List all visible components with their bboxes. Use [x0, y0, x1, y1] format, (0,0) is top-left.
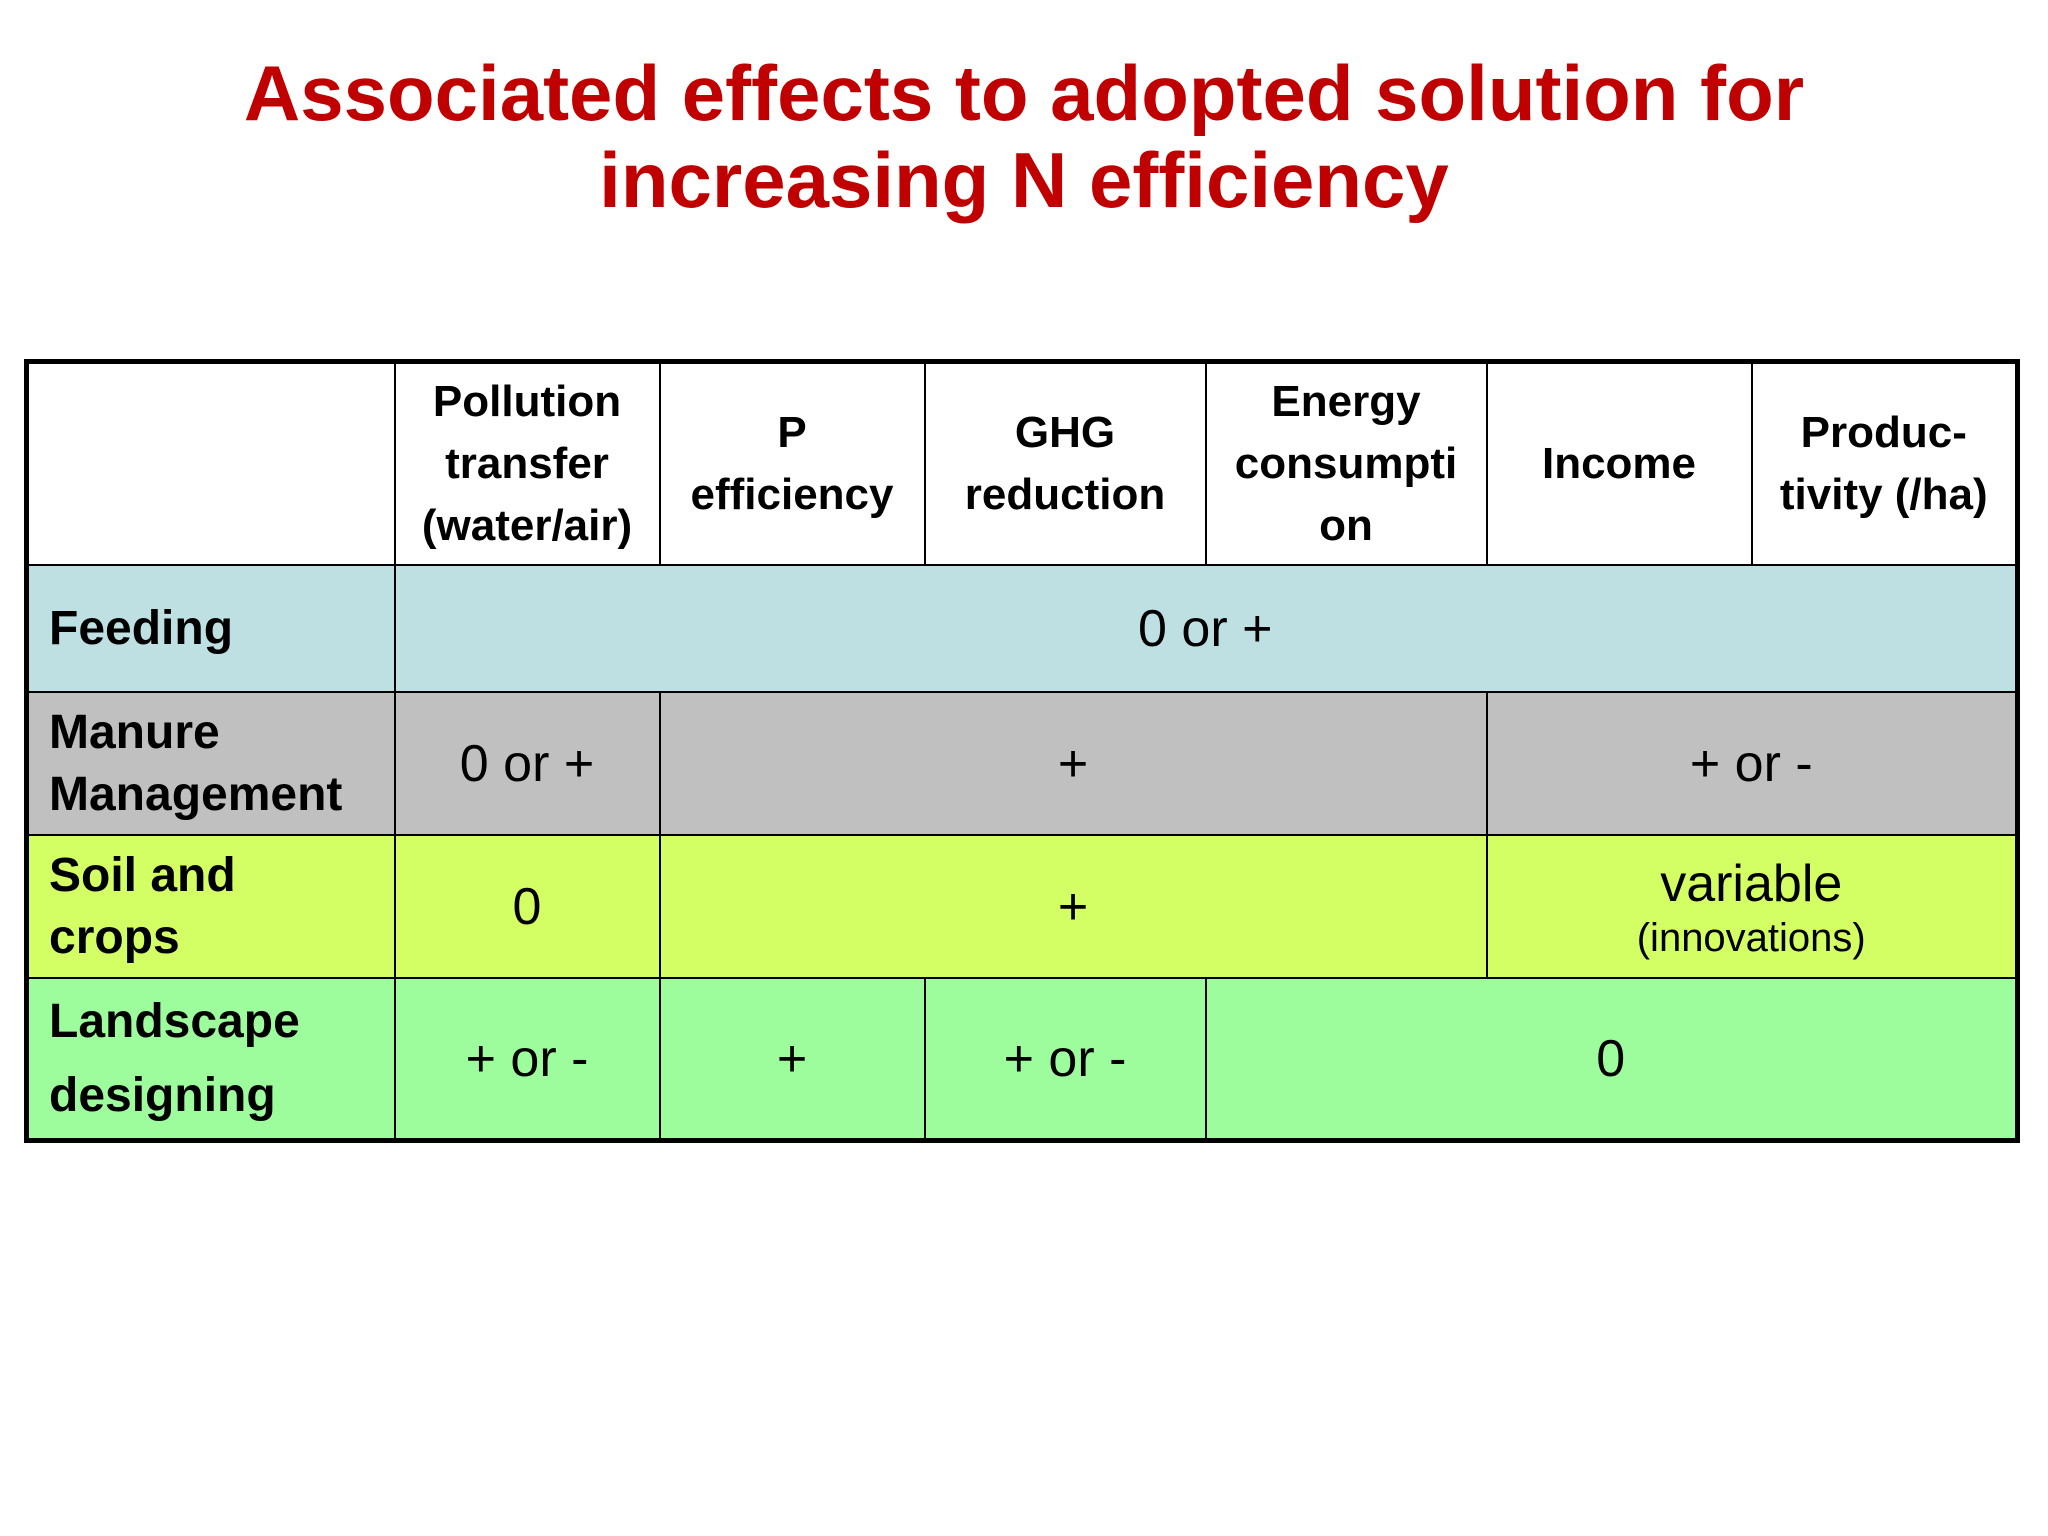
soil-p-ghg-energy: + [660, 835, 1487, 978]
header-energy-consumption [1206, 362, 1487, 566]
header-p-line-2: efficiency [690, 470, 894, 519]
row-soil-and-crops [27, 835, 2018, 978]
header-productivity-line-2: tivity (/ha) [1779, 470, 1988, 519]
soil-income-productivity-value: variable [1660, 854, 1843, 913]
header-energy-line-3: on [1319, 501, 1373, 550]
header-pollution-line-3: (water/air) [421, 501, 633, 550]
header-corner-cell [27, 362, 395, 566]
row-label-soil-and-crops [27, 835, 395, 978]
soil-pollution-transfer: 0 [395, 835, 660, 978]
header-productivity-line-1: Produc- [1800, 408, 1967, 457]
landscape-ghg-reduction: + or - [925, 978, 1206, 1141]
effects-table [24, 359, 2020, 1143]
header-ghg-line-1: GHG [1014, 408, 1116, 457]
header-energy-line-1: Energy [1271, 377, 1421, 426]
row-label-soil-line-2: crops [49, 910, 180, 964]
header-energy-line-2: consumpti [1234, 439, 1458, 488]
page-title-line-1: Associated effects to adopted solution for [243, 49, 1805, 137]
header-p-efficiency [660, 362, 925, 566]
row-label-soil-line-1: Soil and [49, 848, 236, 902]
header-row [27, 362, 2018, 566]
row-manure-management [27, 692, 2018, 835]
header-pollution-transfer [395, 362, 660, 566]
row-landscape-designing [27, 978, 2018, 1141]
header-ghg-line-2: reduction [964, 470, 1166, 519]
header-ghg-reduction [925, 362, 1206, 566]
manure-pollution-transfer: 0 or + [395, 692, 660, 835]
row-label-landscape-line-2: designing [49, 1068, 276, 1122]
row-label-manure-line-2: Management [49, 767, 343, 821]
row-label-feeding: Feeding [27, 565, 395, 692]
header-pollution-line-2: transfer [445, 439, 609, 488]
page-title [0, 50, 2048, 224]
landscape-p-efficiency: + [660, 978, 925, 1141]
row-label-landscape-line-1: Landscape [49, 994, 300, 1048]
manure-p-ghg-energy: + [660, 692, 1487, 835]
row-label-landscape-designing [27, 978, 395, 1141]
row-label-manure-line-1: Manure [49, 705, 220, 759]
header-income-line-1: Income [1541, 439, 1697, 488]
soil-income-productivity [1487, 835, 2018, 978]
page-title-line-2: increasing N efficiency [599, 136, 1449, 224]
row-feeding [27, 565, 2018, 692]
landscape-energy-income-productivity: 0 [1206, 978, 2018, 1141]
row-label-manure-management [27, 692, 395, 835]
header-productivity [1752, 362, 2018, 566]
feeding-all-effects: 0 or + [395, 565, 2018, 692]
soil-income-productivity-note: (innovations) [1636, 915, 1866, 960]
header-p-line-1: P [777, 408, 807, 457]
manure-income-productivity: + or - [1487, 692, 2018, 835]
landscape-pollution-transfer: + or - [395, 978, 660, 1141]
header-income [1487, 362, 1752, 566]
header-pollution-line-1: Pollution [432, 377, 622, 426]
